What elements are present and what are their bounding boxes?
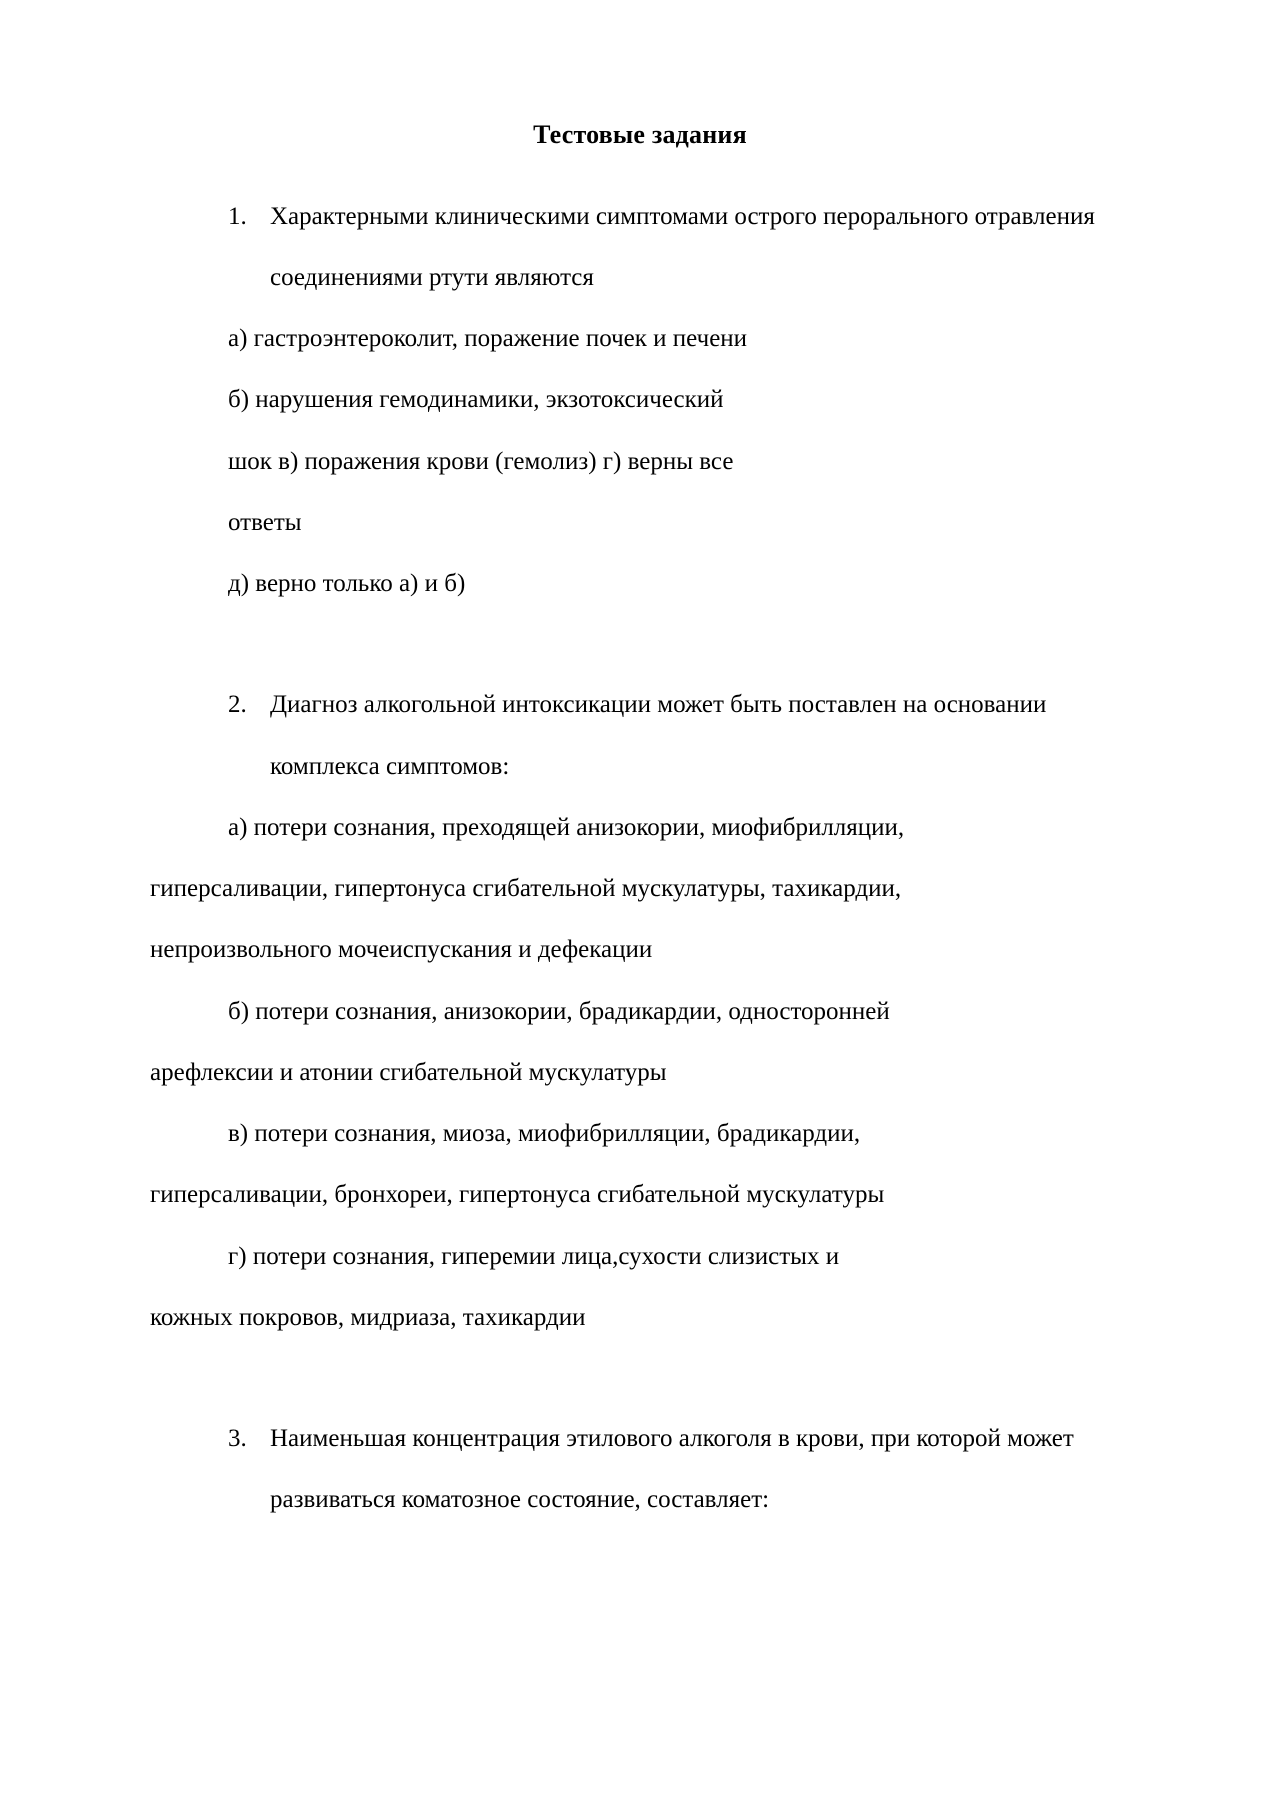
answer-option: б) потери сознания, анизокории, брадикардии, односторонней [228,997,890,1025]
section-spacer [150,1350,1130,1408]
question-heading [150,674,1130,797]
question-text: Наименьшая концентрация этилового алкоголя в крови, при которой может развиваться коматозное состояние, составляет: [270,1425,1074,1514]
question-text: Характерными клиническими симптомами острого перорального отравления соединениями ртути являются [270,202,1095,291]
answer-option: а) потери сознания, преходящей анизокории, миофибрилляции, [228,813,905,841]
answer-option-continuation: гиперсаливации, гипертонуса сгибательной мускулатуры, тахикардии, [150,875,902,903]
answer-option-continuation: непроизвольного мочеиспускания и дефекации [150,936,653,964]
answer-option: д) верно только а) и б) [228,570,466,598]
question-heading [150,186,1130,309]
question-item [150,674,1130,1348]
answer-option-continuation: арефлексии и атонии сгибательной мускулатуры [150,1058,667,1086]
answer-option: а) гастроэнтероколит, поражение почек и печени [228,325,748,353]
answer-option-continuation: кожных покровов, мидриаза, тахикардии [150,1303,586,1331]
question-item [150,186,1130,615]
question-heading [150,1408,1130,1531]
page-title: Тестовые задания [533,120,747,149]
answer-option: шок в) поражения крови (гемолиз) г) верны все [228,447,734,475]
question-number: 2. [228,691,247,719]
answer-option: в) потери сознания, миоза, миофибрилляции, брадикардии, [228,1120,861,1148]
answer-option-continuation: гиперсаливации, бронхореи, гипертонуса сгибательной мускулатуры [150,1181,885,1209]
question-text: Диагноз алкогольной интоксикации может быть поставлен на основании комплекса симптомов: [270,691,1047,780]
question-item [150,1408,1130,1531]
answer-option: г) потери сознания, гиперемии лица,сухости слизистых и [228,1242,840,1270]
question-number: 1. [228,202,247,230]
answer-option: б) нарушения гемодинамики, экзотоксический [228,386,724,414]
answer-option: ответы [228,508,302,536]
question-number: 3. [228,1425,247,1453]
section-spacer [150,616,1130,674]
